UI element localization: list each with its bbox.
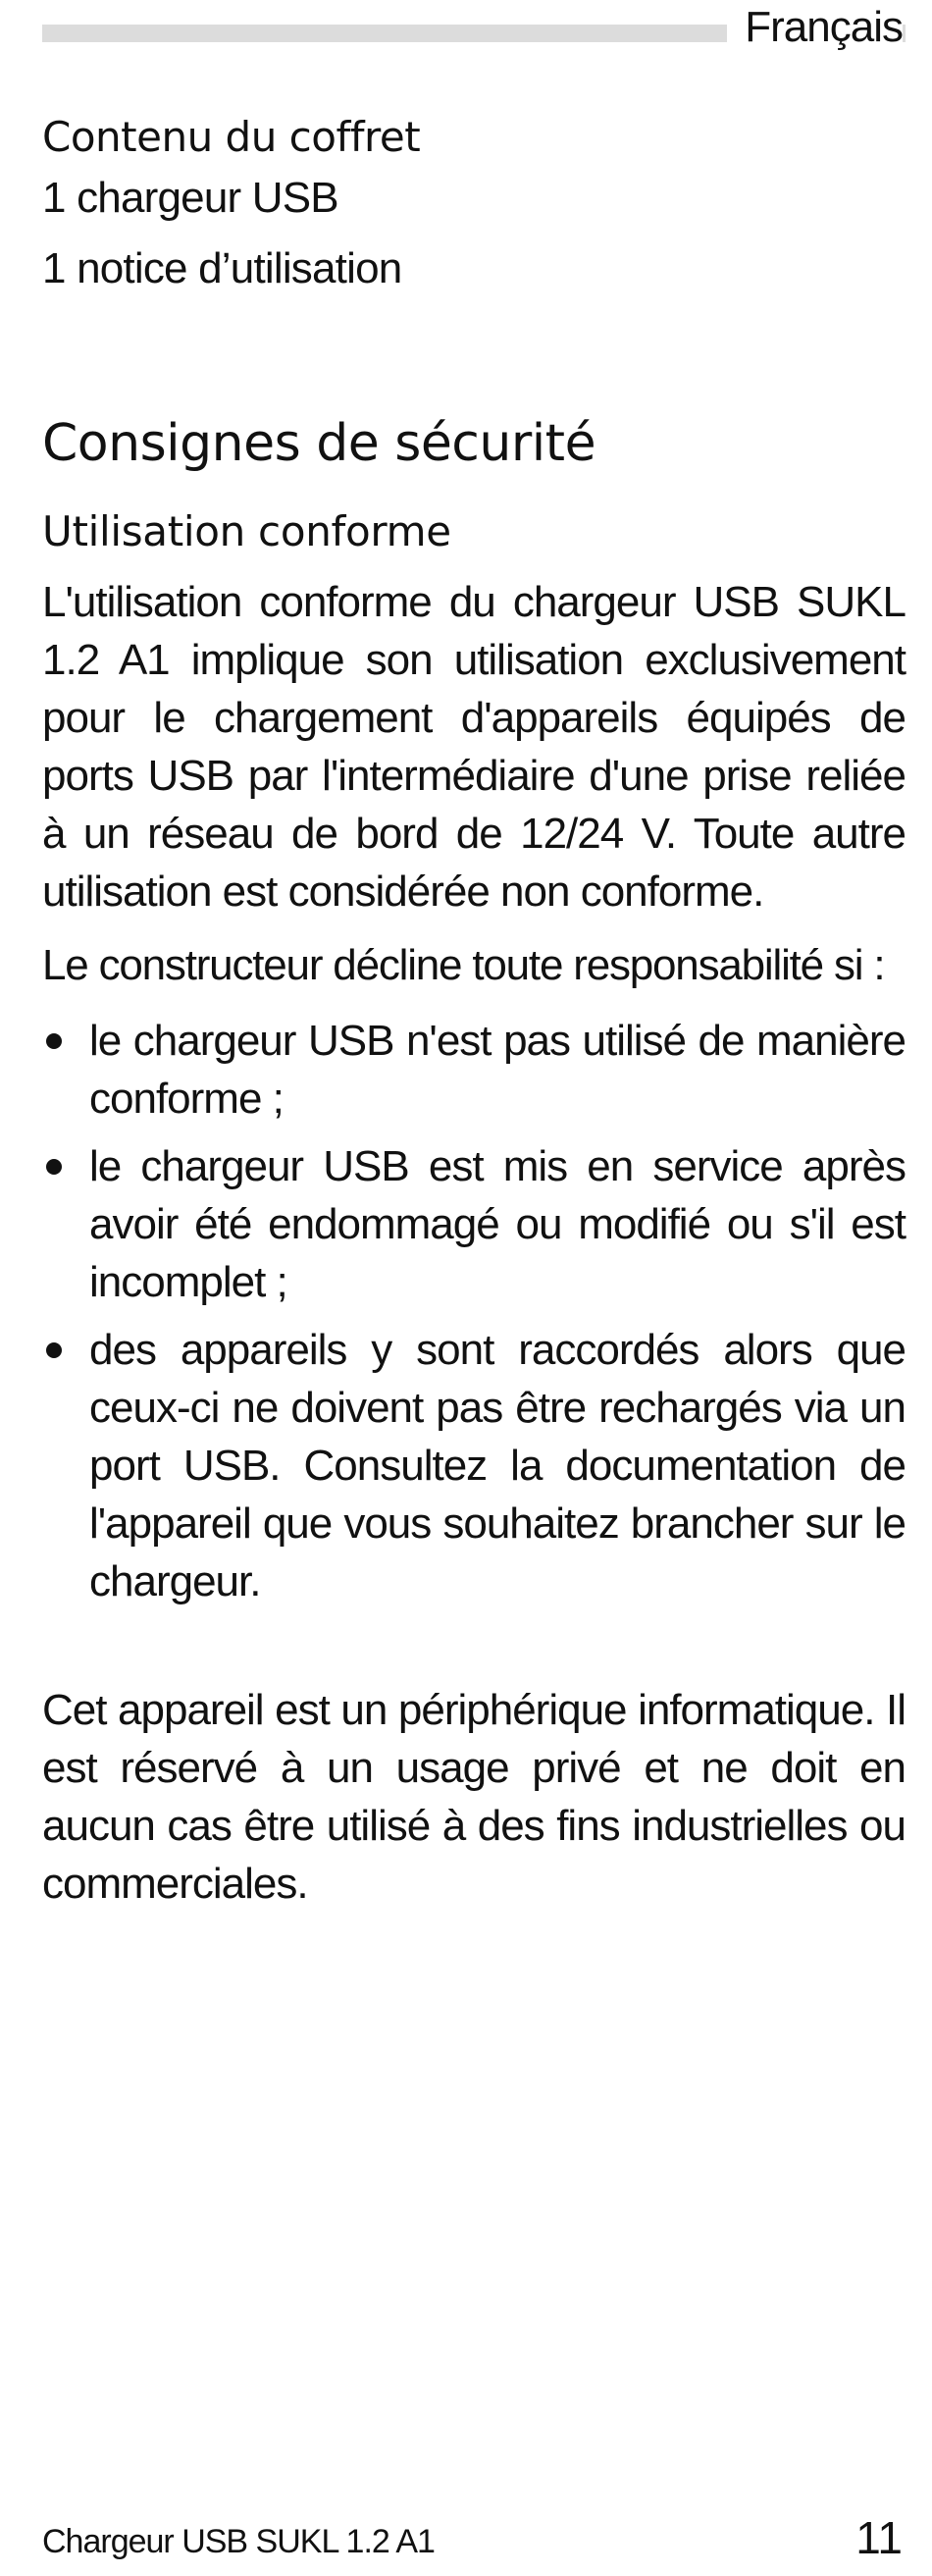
subsection-title: Utilisation conforme <box>42 507 451 555</box>
list-item <box>42 1321 906 1610</box>
intended-use-paragraph: L'utilisation conforme du chargeur USB SUKL 1.2 A1 implique son utilisation exclusivement pour le chargement d'appareils équipés de ports USB par l'intermédiaire d'une prise reliée à un réseau de bord de 12/24 V. Toute autre utilisation est considérée non conforme. <box>42 578 906 916</box>
box-contents-item: 1 notice d’utilisation <box>42 244 402 292</box>
list-item-text: le chargeur USB est mis en service après avoir été endommagé ou modifié ou s'il est incomplet ; <box>89 1142 906 1306</box>
box-contents-title: Contenu du coffret <box>42 113 421 161</box>
page-number: 11 <box>855 2512 903 2563</box>
page-content <box>42 106 906 1913</box>
box-contents-item: 1 chargeur USB <box>42 174 338 222</box>
list-item <box>42 1137 906 1311</box>
bullet-icon <box>46 1033 62 1049</box>
bullet-icon <box>46 1159 62 1175</box>
bullet-icon <box>46 1342 62 1358</box>
section-title: Consignes de sécurité <box>42 414 596 473</box>
private-use-paragraph: Cet appareil est un périphérique informatique. Il est réservé à un usage privé et ne doit en aucun cas être utilisé à des fins industrielles ou commerciales. <box>42 1686 906 1908</box>
list-item-text: le chargeur USB n'est pas utilisé de manière conforme ; <box>89 1017 906 1123</box>
list-item <box>42 1012 906 1128</box>
liability-intro: Le constructeur décline toute responsabilité si : <box>42 941 885 989</box>
footer-product-name: Chargeur USB SUKL 1.2 A1 <box>42 2523 435 2560</box>
list-item-text: des appareils y sont raccordés alors que ceux-ci ne doivent pas être rechargés via un port USB. Consultez la documentation de l'appareil que vous souhaitez brancher sur le chargeur. <box>89 1326 906 1605</box>
language-label: Français <box>727 0 903 55</box>
liability-list <box>42 1012 906 1610</box>
